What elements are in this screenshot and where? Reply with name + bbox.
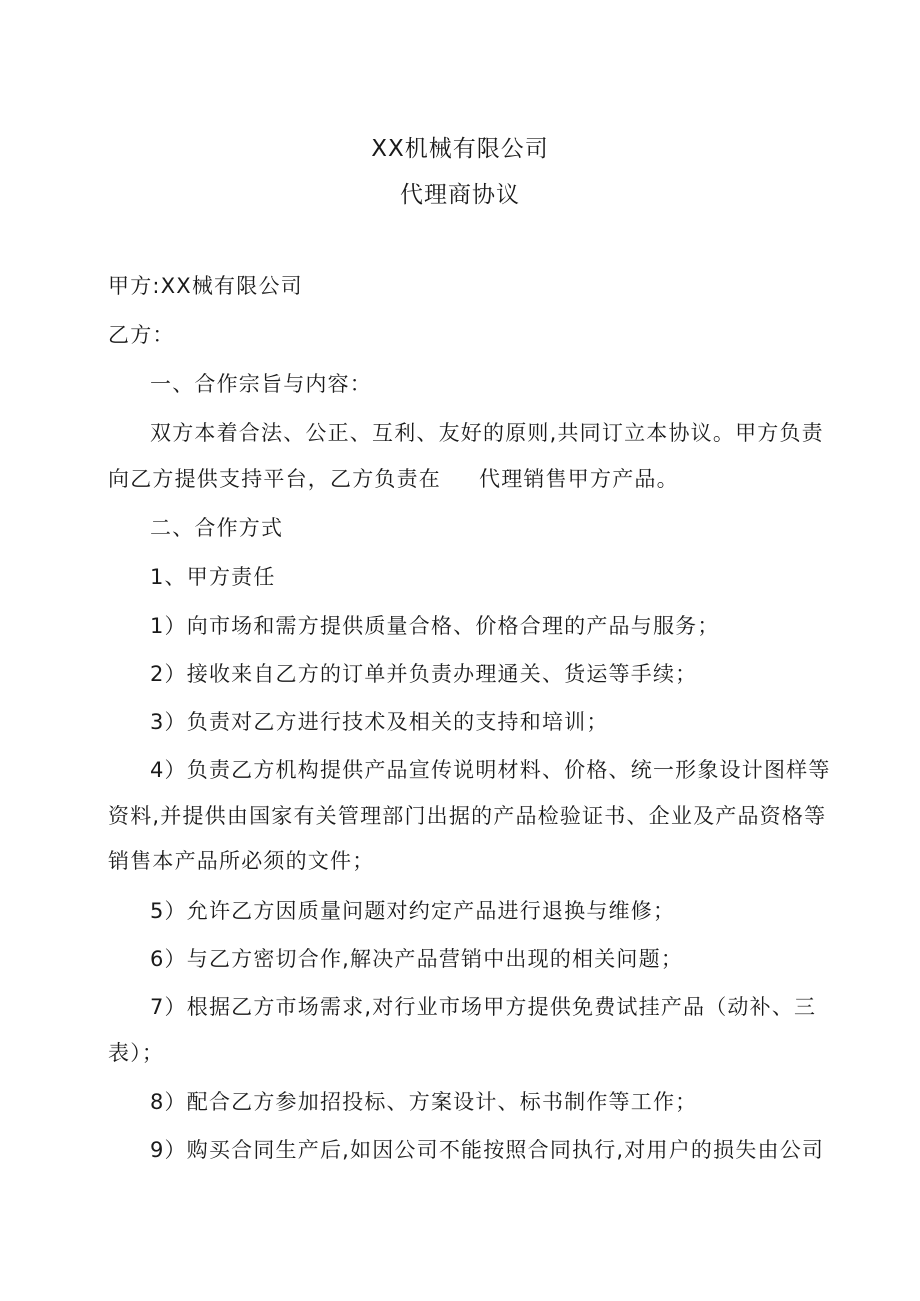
list-item-6: 6）与乙方密切合作,解决产品营销中出现的相关问题；: [150, 947, 684, 971]
section1-heading: 一、合作宗旨与内容：: [150, 372, 372, 396]
list-item-5: 5）允许乙方因质量问题对约定产品进行退换与维修；: [150, 899, 676, 923]
list-item-4-line1: 4）负责乙方机构提供产品宣传说明材料、价格、统一形象设计图样等: [150, 758, 831, 782]
section1-paragraph-line2-part1: 向乙方提供支持平台，乙方负责在: [108, 467, 441, 491]
section1-paragraph-line2: [108, 466, 679, 492]
party-a-label: 甲方:: [108, 274, 161, 298]
list-item-9-line1: 9）购买合同生产后,如因公司不能按照合同执行,对用户的损失由公司: [150, 1138, 825, 1162]
sub1-heading: 1、甲方责任: [150, 565, 276, 589]
document-title: 代理商协议: [400, 182, 520, 208]
list-item-4-line3: 销售本产品所必须的文件；: [108, 849, 375, 873]
list-item-7-line1: 7）根据乙方市场需求,对行业市场甲方提供免费试挂产品（动补、三: [150, 995, 817, 1019]
section2-heading: 二、合作方式: [150, 516, 284, 540]
party-b-label: 乙方：: [108, 323, 175, 347]
section1-paragraph-line2-part2: 代理销售甲方产品。: [479, 467, 679, 491]
list-item-4-line2: 资料,并提供由国家有关管理部门出据的产品检验证书、企业及产品资格等: [108, 804, 827, 828]
list-item-2: 2）接收来自乙方的订单并负责办理通关、货运等手续；: [150, 662, 698, 686]
list-item-8: 8）配合乙方参加招投标、方案设计、标书制作等工作；: [150, 1090, 698, 1114]
section1-paragraph-line1: 双方本着合法、公正、互利、友好的原则,共同订立本协议。甲方负责: [150, 421, 824, 445]
list-item-3: 3）负责对乙方进行技术及相关的支持和培训；: [150, 710, 609, 734]
company-title: XX机械有限公司: [371, 136, 549, 162]
party-a-line: [108, 273, 303, 299]
party-a-name: XX械有限公司: [160, 274, 303, 298]
list-item-7-line2: 表）；: [108, 1041, 165, 1065]
list-item-1: 1）向市场和需方提供质量合格、价格合理的产品与服务；: [150, 614, 720, 638]
